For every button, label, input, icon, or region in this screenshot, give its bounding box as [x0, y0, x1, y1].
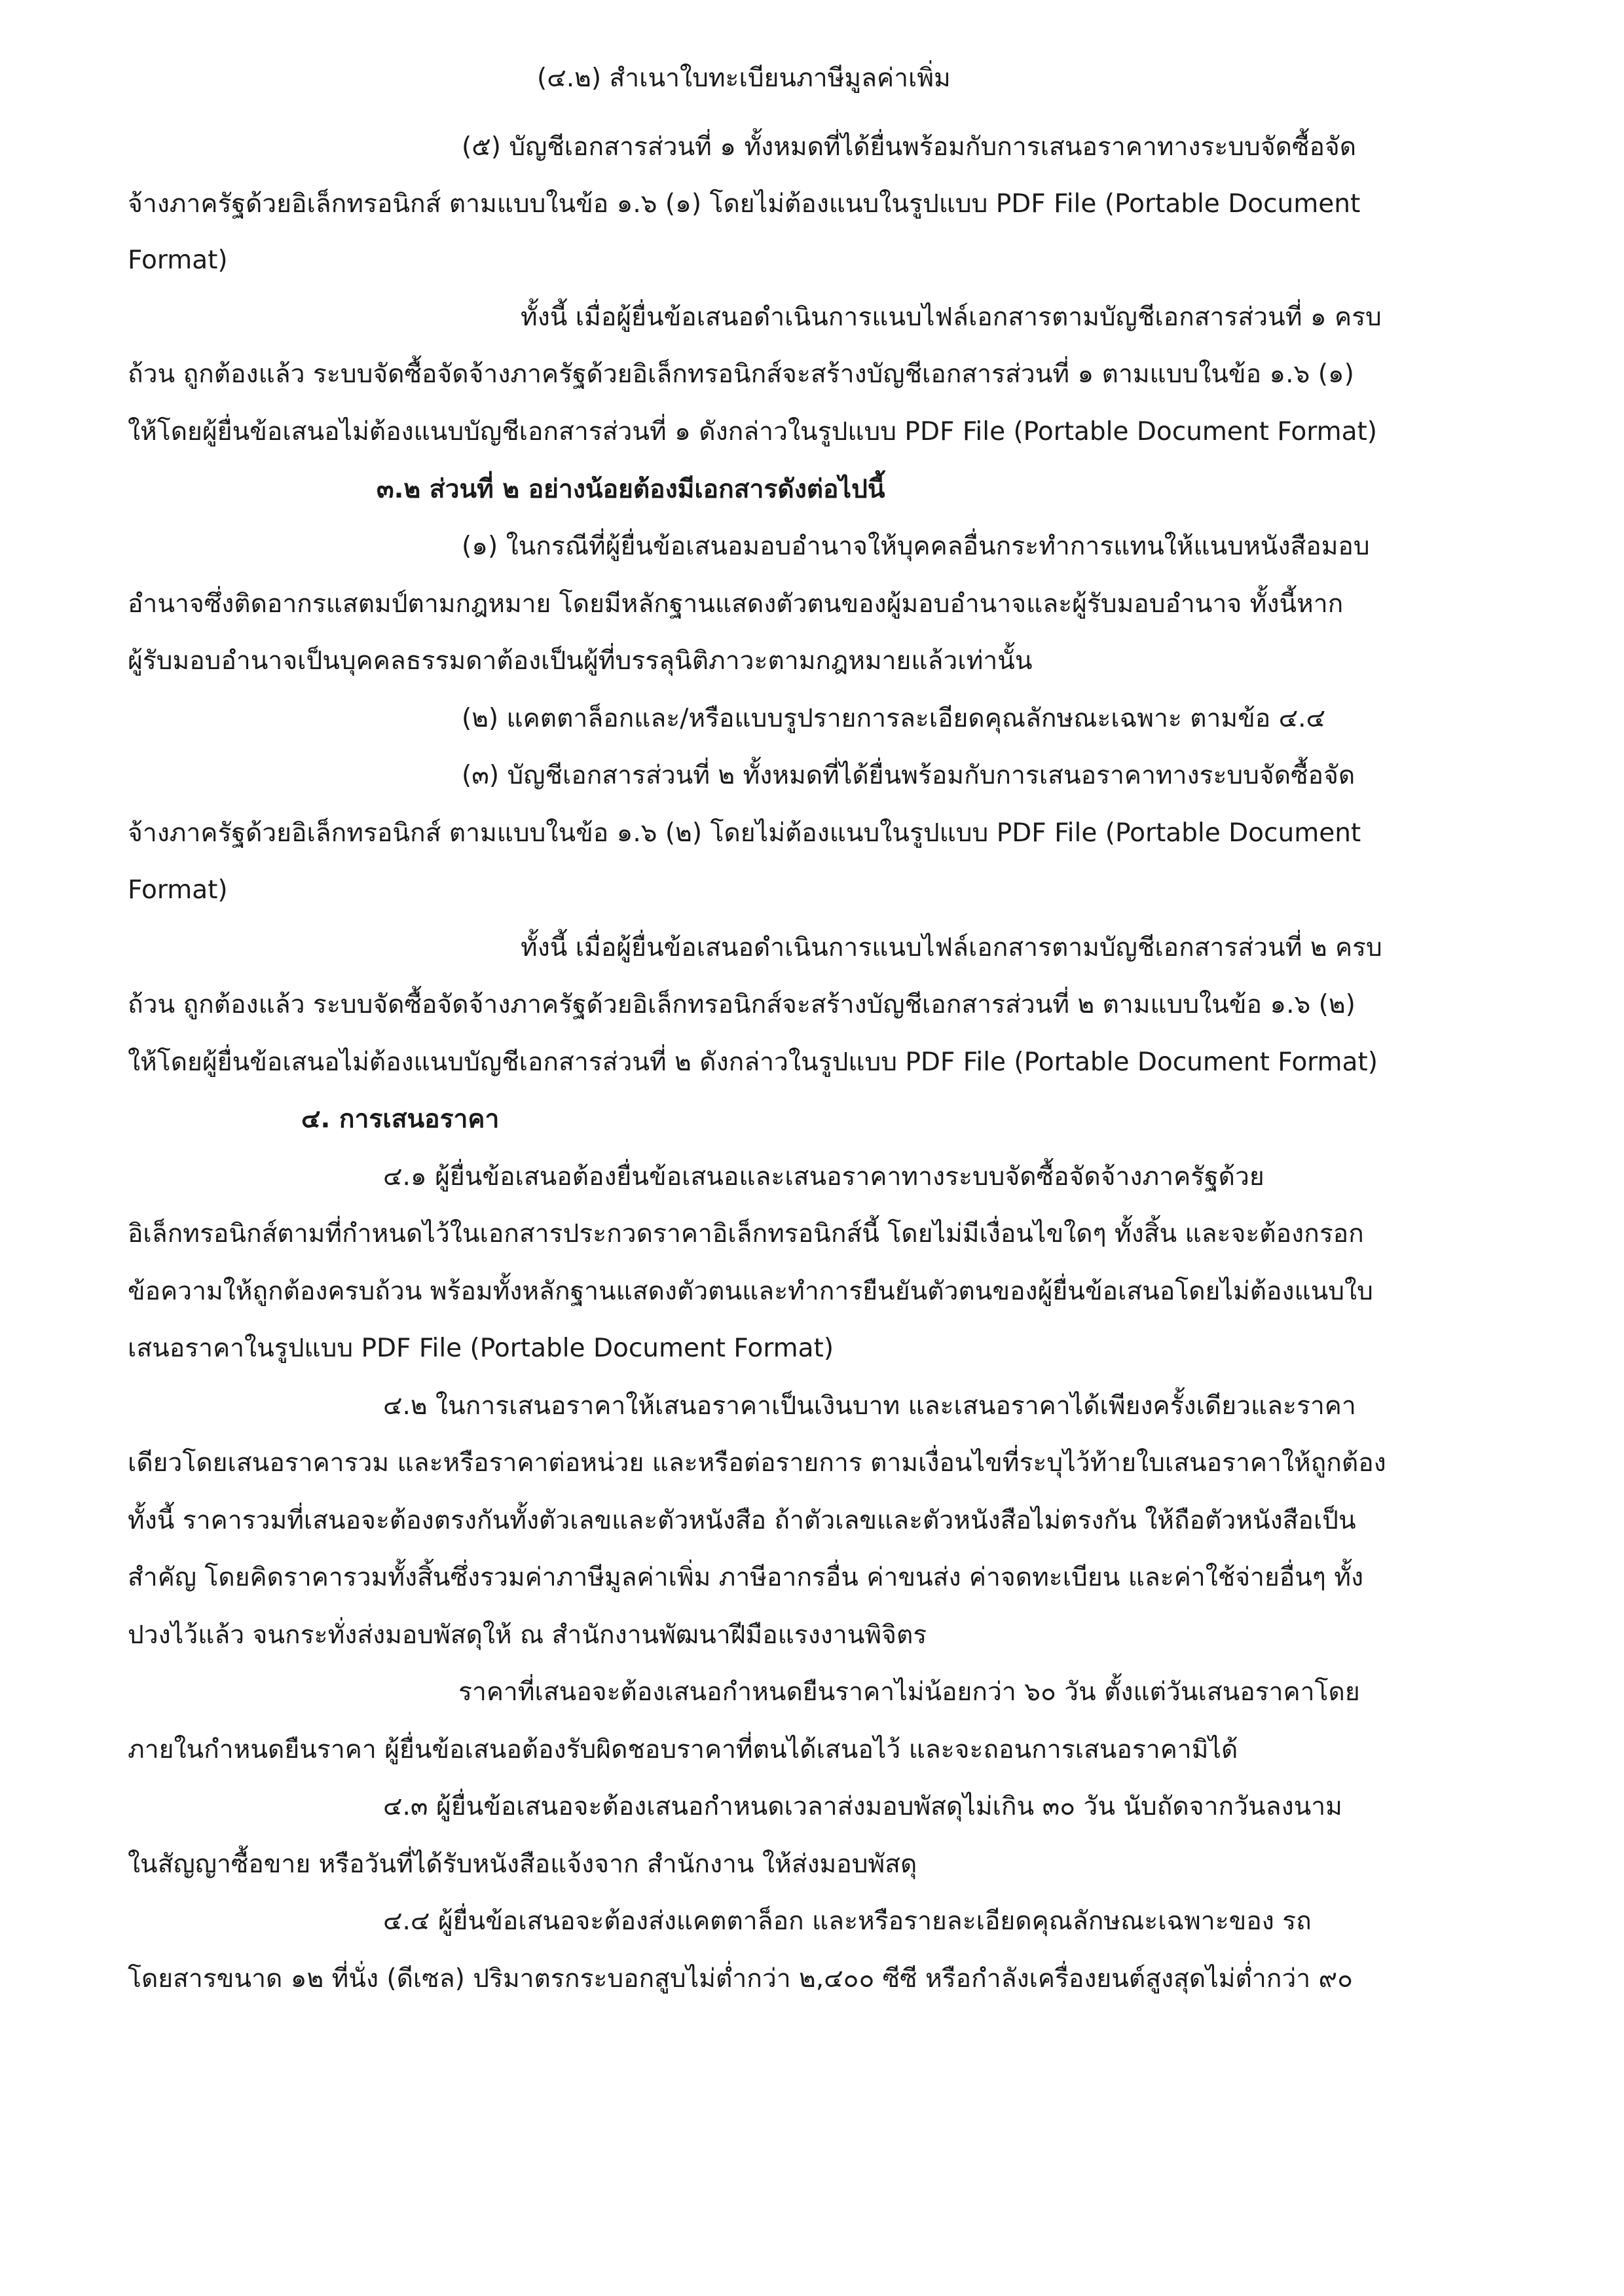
text-line: Format)	[128, 246, 228, 275]
text-line: ข้อความให้ถูกต้องครบถ้วน พร้อมทั้งหลักฐานแสดงตัวตนและทำการยืนยันตัวตนของผู้ยื่นข้อเสนอโดยไม่ต้องแนบใบ	[128, 1277, 1373, 1306]
clause-4-4: ๔.๔ ผู้ยื่นข้อเสนอจะต้องส่งแคตตาล็อก และหรือรายละเอียดคุณลักษณะเฉพาะของ รถ	[383, 1906, 1312, 1936]
text-line: ให้โดยผู้ยื่นข้อเสนอไม่ต้องแนบบัญชีเอกสารส่วนที่ ๑ ดังกล่าวในรูปแบบ PDF File (Portable Document Format)	[128, 417, 1377, 446]
text-line: เสนอราคาในรูปแบบ PDF File (Portable Document Format)	[128, 1334, 834, 1363]
text-line: ในสัญญาซื้อขาย หรือวันที่ได้รับหนังสือแจ้งจาก สำนักงาน ให้ส่งมอบพัสดุ	[128, 1850, 917, 1879]
paragraph-start: ทั้งนี้ เมื่อผู้ยื่นข้อเสนอดำเนินการแนบไฟล์เอกสารตามบัญชีเอกสารส่วนที่ ๒ ครบ	[521, 933, 1382, 962]
text-line: Format)	[128, 875, 228, 905]
item-1-power-of-attorney: (๑) ในกรณีที่ผู้ยื่นข้อเสนอมอบอำนาจให้บุคคลอื่นกระทำการแทนให้แนบหนังสือมอบ	[462, 532, 1370, 561]
text-line: อิเล็กทรอนิกส์ตามที่กำหนดไว้ในเอกสารประกวดราคาอิเล็กทรอนิกส์นี้ โดยไม่มีเงื่อนไขใดๆ ทั้งสิ้น และจะต้องกรอก	[128, 1219, 1364, 1248]
section-4-heading: ๔. การเสนอราคา	[301, 1104, 500, 1134]
paragraph-start: ราคาที่เสนอจะต้องเสนอกำหนดยืนราคาไม่น้อยกว่า ๖๐ วัน ตั้งแต่วันเสนอราคาโดย	[458, 1677, 1360, 1707]
clause-4-1: ๔.๑ ผู้ยื่นข้อเสนอต้องยื่นข้อเสนอและเสนอราคาทางระบบจัดซื้อจัดจ้างภาครัฐด้วย	[383, 1162, 1264, 1192]
text-line: ปวงไว้แล้ว จนกระทั่งส่งมอบพัสดุให้ ณ สำนักงานพัฒนาฝีมือแรงงานพิจิตร	[128, 1620, 927, 1650]
paragraph-start: ทั้งนี้ เมื่อผู้ยื่นข้อเสนอดำเนินการแนบไฟล์เอกสารตามบัญชีเอกสารส่วนที่ ๑ ครบ	[521, 302, 1382, 332]
text-line: ผู้รับมอบอำนาจเป็นบุคคลธรรมดาต้องเป็นผู้ที่บรรลุนิติภาวะตามกฎหมายแล้วเท่านั้น	[128, 646, 1033, 676]
clause-4-2: ๔.๒ ในการเสนอราคาให้เสนอราคาเป็นเงินบาท และเสนอราคาได้เพียงครั้งเดียวและราคา	[383, 1391, 1356, 1421]
text-line: จ้างภาครัฐด้วยอิเล็กทรอนิกส์ ตามแบบในข้อ ๑.๖ (๒) โดยไม่ต้องแนบในรูปแบบ PDF File (Portable Document	[128, 818, 1361, 848]
item-4-2-vat-certificate: (๔.๒) สำเนาใบทะเบียนภาษีมูลค่าเพิ่ม	[537, 64, 951, 93]
text-line: ถ้วน ถูกต้องแล้ว ระบบจัดซื้อจัดจ้างภาครัฐด้วยอิเล็กทรอนิกส์จะสร้างบัญชีเอกสารส่วนที่ ๑ ตามแบบในข้อ ๑.๖ (๑)	[128, 359, 1354, 389]
text-line: ภายในกำหนดยืนราคา ผู้ยื่นข้อเสนอต้องรับผิดชอบราคาที่ตนได้เสนอไว้ และจะถอนการเสนอราคามิได้	[128, 1735, 1238, 1764]
item-2-catalog: (๒) แคตตาล็อกและ/หรือแบบรูปรายการละเอียดคุณลักษณะเฉพาะ ตามข้อ ๔.๔	[462, 704, 1326, 733]
text-line: ให้โดยผู้ยื่นข้อเสนอไม่ต้องแนบบัญชีเอกสารส่วนที่ ๒ ดังกล่าวในรูปแบบ PDF File (Portable Document Format)	[128, 1048, 1378, 1077]
text-line: ทั้งนี้ ราคารวมที่เสนอจะต้องตรงกันทั้งตัวเลขและตัวหนังสือ ถ้าตัวเลขและตัวหนังสือไม่ตรงกัน ให้ถือตัวหนังสือเป็น	[128, 1506, 1356, 1535]
clause-4-3: ๔.๓ ผู้ยื่นข้อเสนอจะต้องเสนอกำหนดเวลาส่งมอบพัสดุไม่เกิน ๓๐ วัน นับถัดจากวันลงนาม	[383, 1792, 1342, 1821]
item-3-document-list-part2: (๓) บัญชีเอกสารส่วนที่ ๒ ทั้งหมดที่ได้ยื่นพร้อมกับการเสนอราคาทางระบบจัดซื้อจัด	[462, 761, 1356, 790]
text-line: เดียวโดยเสนอราคารวม และหรือราคาต่อหน่วย และหรือต่อรายการ ตามเงื่อนไขที่ระบุไว้ท้ายใบเสนอราคาให้ถูกต้อง	[128, 1448, 1386, 1478]
text-line: สำคัญ โดยคิดราคารวมทั้งสิ้นซึ่งรวมค่าภาษีมูลค่าเพิ่ม ภาษีอากรอื่น ค่าขนส่ง ค่าจดทะเบียน และค่าใช้จ่ายอื่นๆ ทั้ง	[128, 1563, 1363, 1592]
item-5-document-list-part1: (๕) บัญชีเอกสารส่วนที่ ๑ ทั้งหมดที่ได้ยื่นพร้อมกับการเสนอราคาทางระบบจัดซื้อจัด	[462, 132, 1357, 162]
text-line: จ้างภาครัฐด้วยอิเล็กทรอนิกส์ ตามแบบในข้อ ๑.๖ (๑) โดยไม่ต้องแนบในรูปแบบ PDF File (Portable Document	[128, 189, 1361, 219]
section-3-2-heading: ๓.๒ ส่วนที่ ๒ อย่างน้อยต้องมีเอกสารดังต่อไปนี้	[377, 475, 885, 504]
text-line: อำนาจซึ่งติดอากรแสตมป์ตามกฎหมาย โดยมีหลักฐานแสดงตัวตนของผู้มอบอำนาจและผู้รับมอบอำนาจ ทั้งนี้หาก	[128, 589, 1344, 619]
text-line: โดยสารขนาด ๑๒ ที่นั่ง (ดีเซล) ปริมาตรกระบอกสูบไม่ต่ำกว่า ๒,๔๐๐ ซีซี หรือกำลังเครื่องยนต์สูงสุดไม่ต่ำกว่า ๙๐	[128, 1964, 1353, 1994]
text-line: ถ้วน ถูกต้องแล้ว ระบบจัดซื้อจัดจ้างภาครัฐด้วยอิเล็กทรอนิกส์จะสร้างบัญชีเอกสารส่วนที่ ๒ ตามแบบในข้อ ๑.๖ (๒)	[128, 990, 1356, 1019]
